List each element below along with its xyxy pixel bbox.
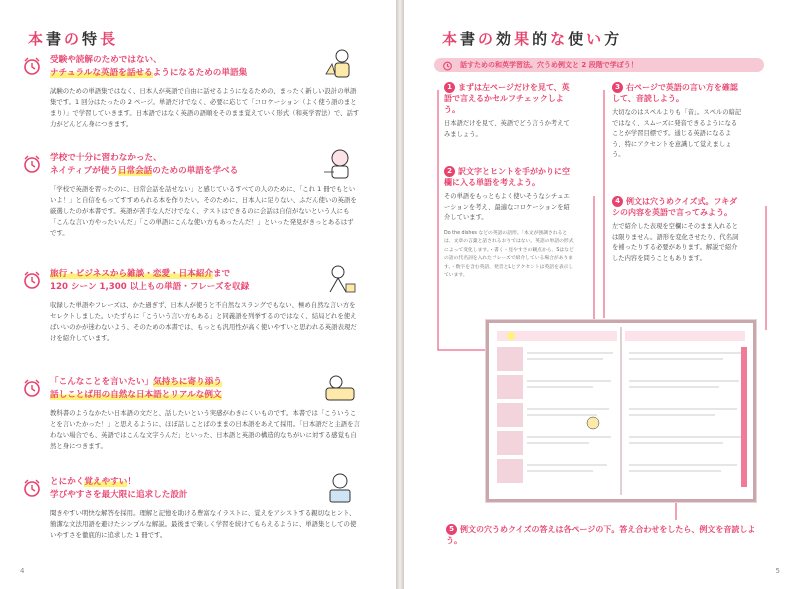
feature-body: 聞きやすい明快な解答を採用。理解と記憶を助ける豊富なイラストに、覚えをアシストする親切なヒント、簡潔な文法用語を避けたシンプルな解説。最後まで楽しく学習を続けてもらえるように、単語集としての使いやすさを徹底的に追求した 1 冊です。 (50, 509, 357, 539)
heading-text: まで (213, 269, 231, 279)
character-illustration (322, 146, 358, 182)
feature-1 (22, 54, 362, 130)
alarm-clock-icon (22, 56, 42, 76)
feature-body: 試験のための単語集ではなく、日本人が英語で自由に話せるようになるための、まったく新しい設計の単語集です。1 回分はたったの 2 ページ。単語だけでなく、必要に応じて「コロケーション（よく使う語のまとまり）」で学習していきます。日本語ではなく英語の語順をそのまま覚えていく形式（和英学習法）で、話す力がどんどん身につきます。 (50, 87, 360, 128)
title-char: 長 (100, 30, 119, 48)
alarm-clock-icon (22, 478, 42, 498)
heading-text: ！ (127, 477, 136, 487)
heading-highlight: 話しことば (50, 390, 93, 400)
step-body: 左で紹介した表現を空欄にそのまま入れるとは限りません。語形を変化させたり、代名詞を補ったりする必要があります。解説で紹介した内容を問うこともあります。 (612, 223, 739, 262)
step-note: Do the dishes などの英語の語形。「本文が強調されるとは、文章の言葉と話されるおりではない。英語の単語の形式によって変化します。・書く・見やすさの観点から、Sはなどの語の代名詞を入れたフレーズで紹介している場合があります。・数字を含む英語、発音とLとアクセントは英語を表示しています。 (444, 230, 574, 278)
heading-line (50, 268, 362, 281)
character-illustration (322, 262, 358, 298)
title-char: 的 (532, 30, 551, 48)
step-number: 5 (446, 524, 457, 535)
left-page-title (28, 28, 118, 49)
feature-3 (22, 268, 362, 344)
heading-line: 120 シーン 1,300 以上もの単語・フレーズを収録 (50, 282, 250, 292)
step-body: その単語をもっともよく使いそうなシチュエーションを考え、最適なコロケーションを紹介しています。 (444, 193, 570, 221)
heading-highlight: ナチュラルな英語を話せる (50, 68, 153, 78)
book-page-mockup (486, 320, 756, 502)
feature-heading (50, 54, 362, 80)
step-heading (446, 524, 766, 546)
step-body: 大切なのはスペルよりも「音」。スペルの暗記ではなく、スムーズに発音できるようになることが学習目標です。通じる英語になるよう、特にアクセントを意識して覚えましょう。 (612, 109, 742, 158)
heading-line (50, 67, 362, 80)
page-number: 4 (20, 567, 25, 575)
step-heading-text: 右ページで英語の言い方を確認して、音読しよう。 (612, 83, 738, 103)
step-number: 1 (444, 82, 455, 93)
step-number: 3 (612, 82, 623, 93)
feature-heading (50, 476, 362, 502)
title-char: 本 (28, 30, 47, 48)
heading-line (50, 376, 362, 389)
alarm-clock-icon (22, 378, 42, 398)
heading-highlight: 日常会話 (117, 166, 153, 176)
heading-highlight: 気持ちに寄り添う (153, 377, 222, 387)
heading-line (50, 165, 362, 178)
title-char: な (550, 30, 569, 48)
heading-line: 受験や読解のためではない、 (50, 55, 162, 65)
title-char: 果 (514, 30, 533, 48)
title-char: の (478, 30, 497, 48)
title-char: 本 (442, 30, 461, 48)
feature-body: 収録した単語やフレーズは、かた過ぎず、日本人が使うと不自然なスラングでもない、極め自然な言い方をセレクトしました。いたずらに「こういう言い方もある」と同義語を列挙するのではなく、結局どれを使えばいいのかが迷わないよう、そのための本書では、もっとも汎用性が高く使いやすいと思われる英語表現だけを紹介しています。 (50, 301, 357, 342)
step-body: 日本語だけを見て、英語でどう言うか考えてみましょう。 (444, 120, 570, 138)
feature-4 (22, 376, 362, 452)
right-page (404, 0, 800, 589)
heading-line: 学校で十分に習わなかった、 (50, 153, 162, 163)
heading-line (50, 389, 362, 402)
heading-text: のための単語を学べる (152, 166, 239, 176)
step-heading-text: 訳文字とヒントを手がかりに空欄に入る単語を考えよう。 (444, 167, 570, 187)
title-char: 特 (82, 30, 101, 48)
page-number: 5 (775, 567, 780, 575)
step-5 (446, 524, 766, 546)
alarm-clock-icon (22, 154, 42, 174)
left-page (0, 0, 396, 589)
heading-highlight: 覚えやすい (84, 477, 128, 487)
heading-text: とにかく (50, 477, 85, 487)
step-number: 4 (612, 196, 623, 207)
book-gutter (396, 0, 404, 589)
title-char: 書 (460, 30, 479, 48)
character-illustration (322, 370, 358, 406)
feature-2 (22, 152, 362, 239)
step-heading-text: 例文は穴うめクイズ式。フキダシの内容を英語で言ってみよう。 (612, 197, 738, 217)
feature-body: 教科書のようなかたい日本語の文だと、話したいという実感がわきにくいものです。本書では「こういうことを言いたかった！」と思えるように、ほぼ話しことばのままの日本語をあえて採用。「日本語だと主語を言わない場合でも、英語ではこんな文字うんだ」といった、日本語と英語の構造的なちがいに対する感覚も自然と身につきます。 (50, 409, 360, 450)
feature-heading (50, 152, 362, 178)
step-number: 2 (444, 166, 455, 177)
feature-heading (50, 268, 362, 294)
title-char: の (64, 30, 83, 48)
character-illustration (322, 470, 358, 506)
title-char: 書 (46, 30, 65, 48)
mockup-content (493, 327, 749, 495)
feature-body: 「学校で英語を習ったのに、日常会話を話せない」と感じているすべての人のために、「これ 1 冊でもといいよ！」と自信をもってすすめられる本を作りたい。そのために、日本人に足りない、ふだん使いの英語を厳選したのが本書です。英語が苦手な人だけでなく、テストはできるのに会話は自信がないという人にも「こんな言い方やったいんだ」「この単語にこんな使い方もあったんだ！」といった発見がきっとあるはずです。 (50, 185, 357, 237)
title-char: い (586, 30, 605, 48)
heading-line (50, 476, 362, 489)
heading-highlight: 旅行・ビジネスから雑談・恋愛・日本紹介 (50, 269, 214, 279)
feature-heading (50, 376, 362, 402)
alarm-clock-icon (22, 270, 42, 290)
step-heading-text: まずは左ページだけを見て、英語で言えるかセルフチェックしよう。 (444, 83, 570, 114)
heading-text: ネイティブが使う (50, 166, 118, 176)
title-char: 方 (604, 30, 623, 48)
character-illustration (322, 46, 358, 82)
feature-5 (22, 476, 362, 541)
title-char: 効 (496, 30, 515, 48)
banner-text: 話すための和英学習法。穴うめ例文と 2 段階で学ぼう！ (460, 61, 638, 69)
heading-text: 「こんなことを言いたい」 (50, 377, 154, 387)
step-heading-text: 例文の穴うめクイズの答えは各ページの下。答え合わせをしたら、例文を音読しよう。 (446, 525, 756, 545)
heading-highlight: 用の自然な日本語とリアルな例文 (92, 390, 222, 400)
connector-step-1 (438, 90, 486, 350)
heading-text: ようになるための単語集 (152, 68, 248, 78)
title-char: 使 (568, 30, 587, 48)
heading-line: 学びやすさを最大限に追求した設計 (50, 490, 188, 500)
